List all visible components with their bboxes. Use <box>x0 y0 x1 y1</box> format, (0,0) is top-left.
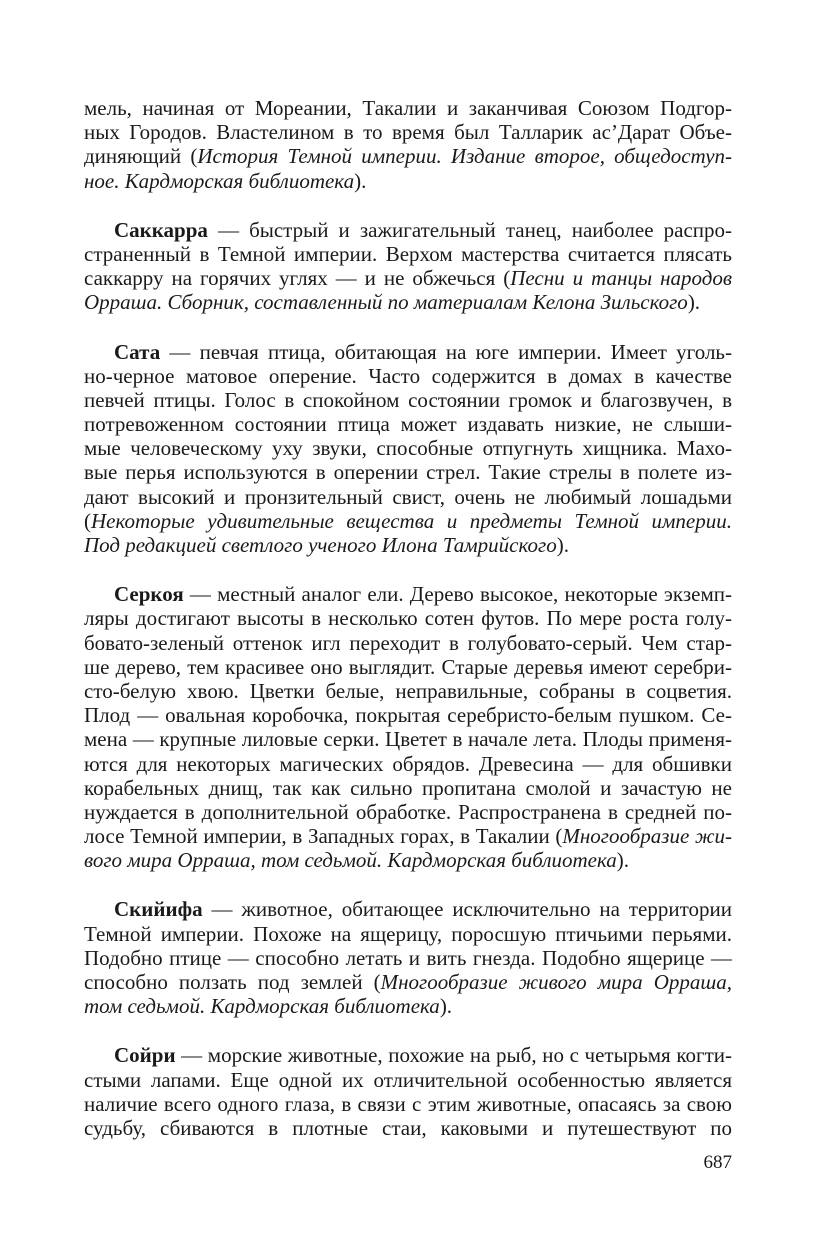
text-line <box>84 169 732 193</box>
entry-term: Саккарра <box>114 217 208 242</box>
text-line: мель, начиная от Мореании, Такалии и заканчивая Союзом Подгор- <box>84 96 732 120</box>
text-line <box>84 266 732 290</box>
source-citation: Орраша. Сборник, составленный по материалам Келона Зильского <box>84 290 688 315</box>
entry-term: Сата <box>114 339 161 364</box>
text-line <box>84 290 732 314</box>
source-citation: История Темной империи. Издание второе, общедоступ- <box>197 144 733 169</box>
text-span: ). <box>439 994 453 1019</box>
text-line <box>84 1043 732 1067</box>
text-line: стыми лапами. Еще одной их отличительной особенностью является <box>84 1067 732 1092</box>
entry-soyri <box>84 1043 732 1140</box>
text-line: судьбу, сбиваются в плотные стаи, каковыми и путешествуют по <box>84 1115 732 1140</box>
text-line: ше дерево, тем красивее оно выглядит. Старые деревья имеют серебри- <box>84 654 732 679</box>
source-citation: Под редакцией светлого ученого Илона Тамрийского <box>84 533 557 557</box>
paragraph-intro <box>84 96 732 193</box>
text-line <box>84 144 732 168</box>
text-line <box>84 994 732 1018</box>
paragraph-gap <box>84 193 732 218</box>
text-span: — местный аналог ели. Дерево высокое, некоторые экземп- <box>183 582 732 607</box>
text-line <box>84 218 732 242</box>
text-line: мена — крупные лиловые серки. Цветет в начале лета. Плоды применя- <box>84 727 732 752</box>
text-line: Темной империи. Похоже на ящерицу, поросшую птичьими перьями. <box>84 921 732 946</box>
text-line <box>84 509 732 533</box>
text-span: ). <box>354 168 367 193</box>
source-citation: вого мира Орраша, том седьмой. Кардморская библиотека <box>84 848 617 873</box>
text-line <box>84 970 732 994</box>
text-line <box>84 848 732 872</box>
text-span: — певчая птица, обитающая на юге империи. Имеет уголь- <box>160 339 732 364</box>
text-line: ются для некоторых магических обрядов. Древесина — для обшивки <box>84 751 732 776</box>
text-line: потревоженном состоянии птица может издавать низкие, не слыши- <box>84 412 732 437</box>
text-span: ). <box>616 848 630 873</box>
page-body <box>84 96 732 1140</box>
text-span: — животное, обитающее исключительно на территории <box>202 897 732 922</box>
entry-serkoya <box>84 582 732 872</box>
source-citation: Многообразие живого мира Орраша, <box>380 970 732 994</box>
text-line: но-черное матовое оперение. Часто содержится в домах в качестве <box>84 363 732 388</box>
paragraph-gap <box>84 557 732 582</box>
text-line: наличие всего одного глаза, в связи с этим животные, опасаясь за свою <box>84 1091 732 1116</box>
text-span: способно ползать под землей ( <box>84 970 381 994</box>
paragraph-gap <box>84 1018 732 1043</box>
source-citation: том седьмой. Кардморская библиотека <box>84 994 440 1019</box>
entry-sata <box>84 340 732 558</box>
text-line: вые перья используются в оперении стрел. Такие стрелы в полете из- <box>84 460 732 485</box>
paragraph-gap <box>84 872 732 897</box>
entry-term: Серкоя <box>114 582 184 607</box>
page-number: 687 <box>703 1152 732 1173</box>
text-line: сто-белую хвою. Цветки белые, неправильные, собраны в соцветия. <box>84 678 732 703</box>
text-span: саккарру на горячих углях — и не обжечься ( <box>84 266 511 291</box>
text-line <box>84 340 732 364</box>
text-line <box>84 824 732 848</box>
source-citation: Многообразие жи- <box>562 824 732 849</box>
source-citation: ное. Кардморская библиотека <box>84 168 355 193</box>
text-span: ( <box>84 508 91 533</box>
text-line: бовато-зеленый оттенок игл переходит в голубовато-серый. Чем стар- <box>84 630 732 655</box>
text-line: страненный в Темной империи. Верхом мастерства считается плясать <box>84 241 732 266</box>
text-span: диняющий ( <box>84 144 198 169</box>
text-line <box>84 897 732 921</box>
text-line: ляры достигают высоты в несколько сотен футов. По мере роста голу- <box>84 606 732 631</box>
text-span: лосе Темной империи, в Западных горах, в Такалии ( <box>84 824 563 849</box>
source-citation: Песни и танцы народов <box>510 266 732 291</box>
text-line: мые человеческому уху звуки, способные отпугнуть хищника. Махо- <box>84 436 732 461</box>
text-line: дают высокий и пронзительный свист, очень не любимый лошадьми <box>84 484 732 509</box>
entry-sakkarra <box>84 218 732 315</box>
entry-skiyifa <box>84 897 732 1018</box>
text-line: Подобно птице — способно летать и вить гнезда. Подобно ящерице — <box>84 945 732 970</box>
text-span: ). <box>687 290 701 315</box>
text-span: — морские животные, похожие на рыб, но с четырьмя когти- <box>175 1043 732 1068</box>
text-line <box>84 582 732 606</box>
text-line: Плод — овальная коробочка, покрытая серебристо-белым пушком. Се- <box>84 703 732 728</box>
source-citation: Некоторые удивительные вещества и предметы Темной империи. <box>91 508 732 533</box>
text-line <box>84 533 732 557</box>
text-line: ных Городов. Властелином в то время был Талларик ас’Дарат Объе- <box>84 120 732 145</box>
entry-term: Скийифа <box>114 897 203 922</box>
text-span: ). <box>556 533 569 557</box>
text-line: певчей птицы. Голос в спокойном состоянии громок и благозвучен, в <box>84 387 732 412</box>
paragraph-gap <box>84 315 732 340</box>
text-line: нуждается в дополнительной обработке. Распространена в средней по- <box>84 799 732 824</box>
text-span: — быстрый и зажигательный танец, наиболее распро- <box>207 217 732 242</box>
text-line: корабельных днищ, так как сильно пропитана смолой и зачастую не <box>84 775 732 800</box>
entry-term: Сойри <box>114 1043 176 1068</box>
